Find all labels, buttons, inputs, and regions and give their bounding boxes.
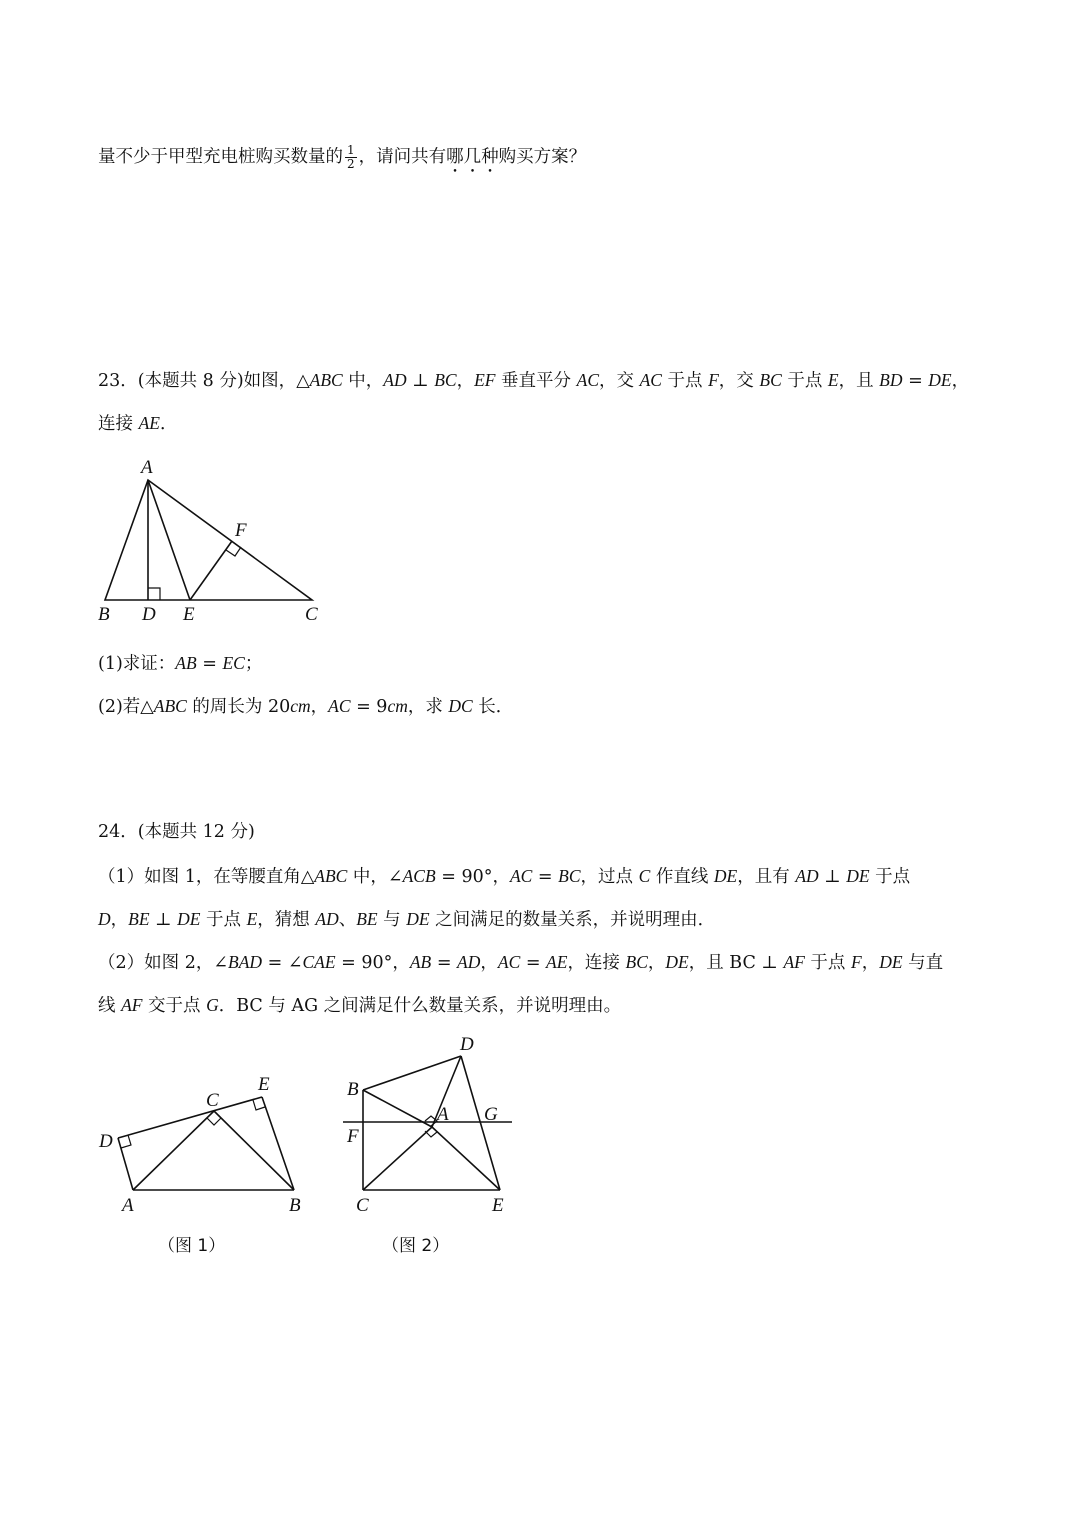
- math-var: BC: [558, 866, 581, 886]
- q23-text: (1)求证：: [98, 654, 176, 674]
- q24-part1-line1: [98, 863, 910, 890]
- math-var: AB: [409, 952, 432, 972]
- math-var: AC: [497, 952, 521, 972]
- q24-figure-1: [98, 1074, 301, 1256]
- label-b: B: [98, 604, 110, 625]
- q23-part1: [98, 650, 262, 677]
- label-c: C: [206, 1090, 219, 1111]
- q23-head: 23．(本题共 8 分)如图，: [98, 371, 297, 391]
- math-var: AC: [328, 696, 351, 716]
- q24-figure-2: [343, 1034, 512, 1256]
- q24-text: ，: [480, 953, 498, 973]
- q24-text: =: [431, 953, 458, 973]
- triangle-symbol: △: [296, 371, 310, 391]
- label-a: A: [141, 457, 153, 478]
- q23-text: 中，: [342, 371, 384, 391]
- q24-text: ，且有: [737, 867, 796, 887]
- label-a: A: [122, 1195, 134, 1216]
- q24-text: =: [532, 867, 559, 887]
- label-e: E: [183, 604, 195, 625]
- q24-head-text: 24．(本题共 12 分): [98, 822, 255, 842]
- q23-text: ．: [159, 414, 178, 434]
- math-unit: cm: [290, 696, 311, 716]
- right-angle-mark-c: [207, 1118, 221, 1125]
- segment-cb: [214, 1111, 294, 1190]
- figure-2-caption: （图 2）: [382, 1236, 450, 1256]
- segment-ae: [432, 1127, 500, 1190]
- triangle-abc: [105, 480, 312, 600]
- math-var: DE: [879, 952, 903, 972]
- q23-text: = 9: [350, 697, 388, 717]
- q23-text: 长．: [472, 697, 514, 717]
- math-var: AC: [509, 866, 533, 886]
- q24-text: = ∠: [262, 953, 303, 973]
- math-var: ABC: [314, 866, 348, 886]
- math-var: C: [638, 866, 651, 886]
- segment-ef: [190, 541, 232, 600]
- q24-text: ，: [110, 910, 129, 930]
- math-var: BC: [625, 952, 648, 972]
- math-var: AC: [576, 370, 599, 390]
- segment-be: [262, 1097, 294, 1190]
- math-var: ABC: [153, 696, 187, 716]
- q24-head: [98, 819, 255, 845]
- q24-text: 于点: [869, 867, 911, 887]
- math-var: F: [708, 370, 719, 390]
- figure-1-caption: （图 1）: [158, 1236, 226, 1256]
- label-e: E: [492, 1195, 504, 1216]
- math-var: AD: [383, 370, 407, 390]
- math-var: CAE: [302, 952, 336, 972]
- math-var: AD: [457, 952, 481, 972]
- q23-text: ；: [244, 654, 263, 674]
- q24-text: 交于点: [142, 996, 207, 1016]
- q23-text: ⊥: [406, 371, 435, 391]
- math-var: AD: [795, 866, 819, 886]
- q24-text: （2）如图 2，∠: [98, 953, 228, 973]
- math-unit: cm: [387, 696, 408, 716]
- q24-part2-line2: [98, 992, 621, 1019]
- math-var: AF: [121, 995, 143, 1015]
- label-g: G: [484, 1104, 498, 1125]
- math-var: F: [850, 952, 862, 972]
- math-var: BAD: [228, 952, 263, 972]
- math-var: AE: [138, 413, 160, 433]
- math-var: DE: [713, 866, 738, 886]
- q24-text: =: [520, 953, 547, 973]
- q23-text: ，: [951, 371, 970, 391]
- label-c: C: [305, 604, 318, 625]
- q24-text: ，猜想: [257, 910, 316, 930]
- math-var: AC: [639, 370, 662, 390]
- emphasis-text: 哪几种: [446, 147, 499, 167]
- math-var: DE: [177, 909, 201, 929]
- label-e: E: [258, 1074, 270, 1095]
- fraction-denominator: 2: [347, 157, 355, 171]
- q24-text: 、: [338, 910, 357, 930]
- math-var: DC: [448, 696, 473, 716]
- q23-part2: [98, 693, 513, 720]
- q23-text: ，交: [718, 371, 760, 391]
- math-var: BC: [434, 370, 457, 390]
- q24-part2-line1: [98, 949, 943, 976]
- label-c: C: [356, 1195, 369, 1216]
- right-angle-mark-d: [148, 588, 160, 600]
- q24-text: 与直: [902, 953, 944, 973]
- segment-ae: [148, 480, 190, 600]
- q23-text: 于点: [661, 371, 709, 391]
- math-var: E: [246, 909, 258, 929]
- q24-text: ，: [647, 953, 666, 973]
- q23-text: =: [196, 654, 223, 674]
- q23-text: ，且: [838, 371, 880, 391]
- math-var: ACB: [402, 866, 436, 886]
- label-b: B: [289, 1195, 301, 1216]
- label-d: D: [99, 1131, 113, 1152]
- q24-text: （1）如图 1，在等腰直角△: [98, 867, 315, 887]
- math-var: AE: [546, 952, 568, 972]
- right-angle-mark-f: [226, 547, 241, 556]
- q24-text: = 90°，: [435, 867, 510, 887]
- label-a: A: [437, 1104, 449, 1125]
- math-var: DE: [928, 370, 952, 390]
- q24-text: ，过点: [580, 867, 639, 887]
- label-f: F: [347, 1126, 359, 1147]
- line-de: [118, 1097, 262, 1138]
- q24-part1-line2: [98, 906, 715, 933]
- q23-text: 连接: [98, 414, 139, 434]
- math-var: BE: [128, 909, 150, 929]
- q23-text: 垂直平分: [495, 371, 577, 391]
- q24-text: ．BC 与 AG 之间满足什么数量关系，并说明理由。: [218, 996, 622, 1016]
- math-var: AF: [783, 952, 805, 972]
- q23-text: ，: [456, 371, 475, 391]
- q24-text: 中，∠: [347, 867, 403, 887]
- q23-text: 于点: [781, 371, 828, 391]
- q22-text: ，请问共有: [358, 147, 447, 167]
- q22-text: 购买方案？: [498, 147, 587, 167]
- q24-text: ⊥: [149, 910, 178, 930]
- segment-ac: [363, 1127, 432, 1190]
- math-var: DE: [406, 909, 430, 929]
- q24-text: ，: [861, 953, 880, 973]
- q24-text: ⊥: [818, 867, 847, 887]
- fraction-numerator: 1: [347, 143, 355, 157]
- q23-text: ，求: [407, 697, 449, 717]
- q24-text: = 90°，: [335, 953, 410, 973]
- q24-text: 于点: [200, 910, 247, 930]
- math-var: EF: [474, 370, 496, 390]
- math-var: BC: [759, 370, 782, 390]
- q23-text: 的周长为 20: [186, 697, 291, 717]
- q24-text: 与: [377, 910, 407, 930]
- q24-text: 于点: [804, 953, 851, 973]
- q24-text: 之间满足的数量关系，并说明理由．: [429, 910, 716, 930]
- math-var: AD: [315, 909, 339, 929]
- label-d: D: [142, 604, 156, 625]
- math-var: BD: [879, 370, 903, 390]
- q24-text: 线: [98, 996, 122, 1016]
- q23-text: ，交: [599, 371, 640, 391]
- q22-text: 量不少于甲型充电桩购买数量的: [98, 147, 343, 167]
- label-d: D: [460, 1034, 474, 1055]
- q24-text: ，且 BC ⊥: [688, 953, 784, 973]
- q23-text: =: [902, 371, 929, 391]
- math-var: DE: [846, 866, 870, 886]
- math-var: BE: [356, 909, 378, 929]
- math-var: D: [98, 909, 111, 929]
- q23-triangle-figure: [98, 457, 318, 625]
- math-var: DE: [665, 952, 689, 972]
- segment-ad: [118, 1138, 133, 1190]
- label-f: F: [235, 520, 247, 541]
- math-var: ABC: [309, 370, 343, 390]
- q24-text: 作直线: [650, 867, 714, 887]
- math-var: EC: [222, 653, 245, 673]
- q23-text: (2)若△: [98, 697, 154, 717]
- label-b: B: [347, 1079, 359, 1100]
- segment-bd: [363, 1056, 461, 1090]
- math-var: G: [206, 995, 219, 1015]
- math-var: E: [827, 370, 839, 390]
- math-var: AB: [175, 653, 197, 673]
- q24-text: ，连接: [567, 953, 626, 973]
- q23-text: ，: [310, 697, 329, 717]
